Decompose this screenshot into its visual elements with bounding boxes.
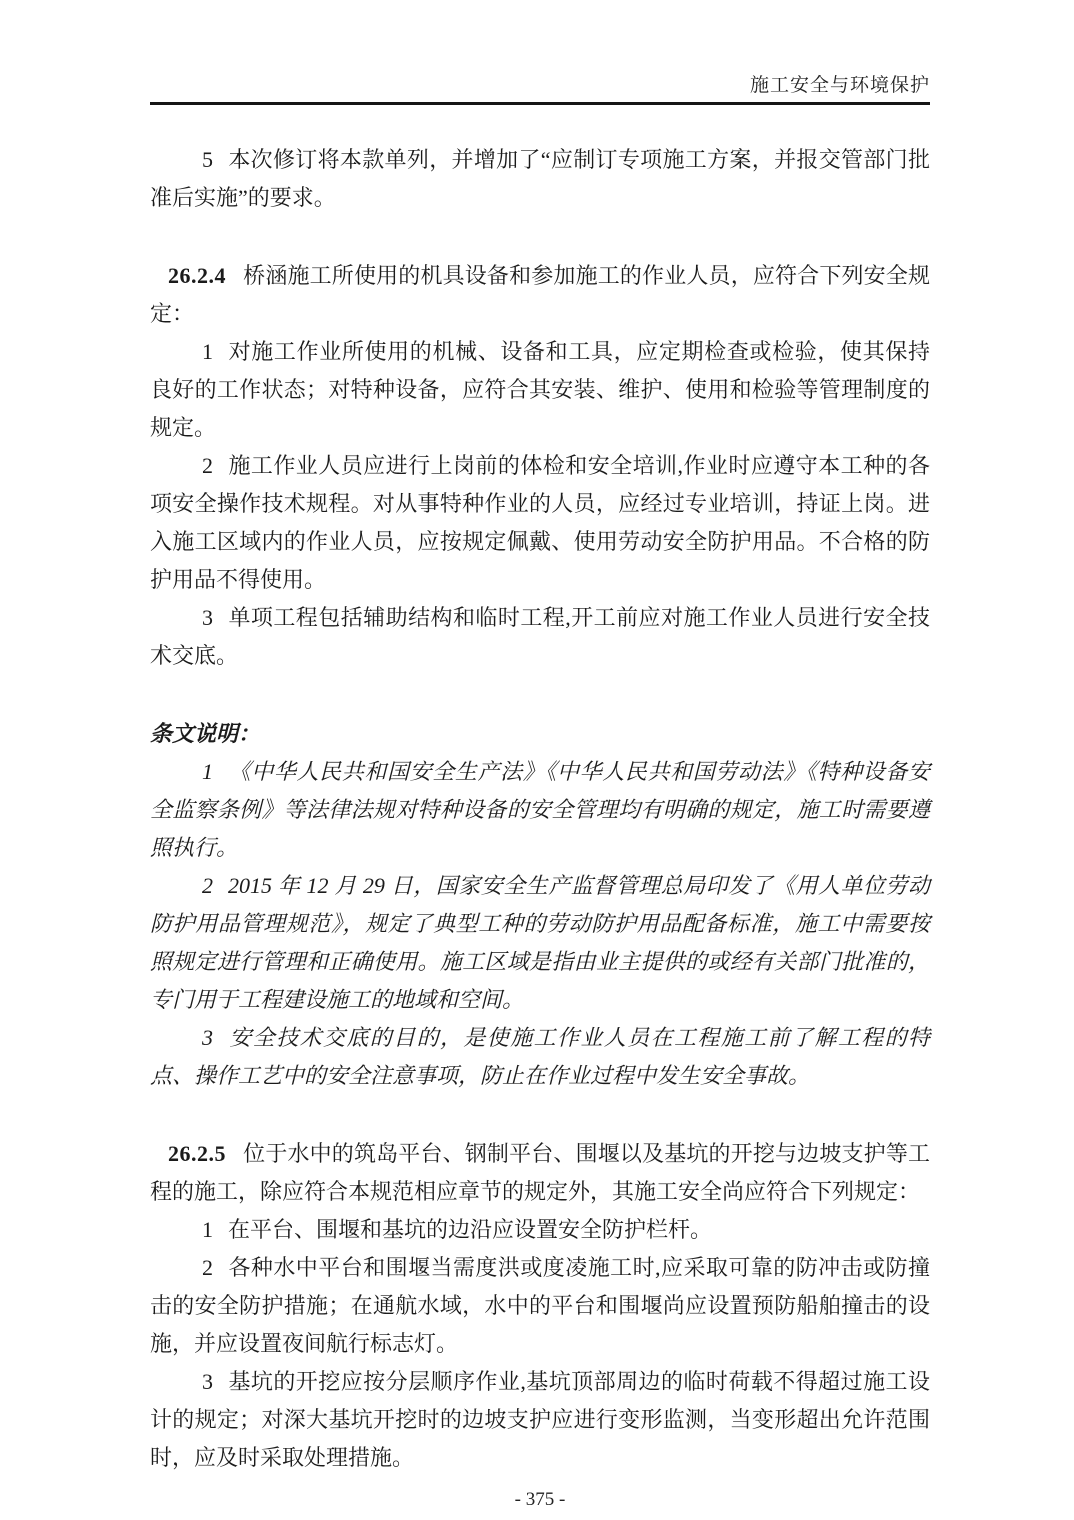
running-head-title: 施工安全与环境保护 (749, 75, 930, 96)
item-number: 3 (202, 605, 213, 630)
clause-26-2-5-text: 位于水中的筑岛平台、钢制平台、围堰以及基坑的开挖与边坡支护等工程的施工，除应符合本规范相应章节的规定外，其施工安全尚应符合下列规定： (150, 1141, 930, 1204)
item-text: 施工作业人员应进行上岗前的体检和安全培训,作业时应遵守本工种的各项安全操作技术规程。对从事特种作业的人员，应经过专业培训，持证上岗。进入施工区域内的作业人员，应按规定佩戴、使用劳动安全防护用品。不合格的防护用品不得使用。 (150, 453, 930, 592)
clause-heading-26-2-4 (150, 257, 930, 333)
clause-26-2-5-item-3 (150, 1363, 930, 1477)
clause-26-2-4-number: 26.2.4 (168, 263, 226, 288)
clause-heading-26-2-5 (150, 1135, 930, 1211)
page-content (150, 141, 930, 1477)
clause-26-2-4-item-2 (150, 447, 930, 599)
item-number: 3 (202, 1369, 213, 1394)
revision-note-paragraph (150, 141, 930, 217)
item-number: 2 (202, 1255, 213, 1280)
item-text: 单项工程包括辅助结构和临时工程,开工前应对施工作业人员进行安全技术交底。 (150, 605, 930, 668)
page-number: - 375 - (514, 1489, 566, 1510)
commentary-item-1 (150, 753, 930, 867)
item-number: 2 (202, 453, 213, 478)
clause-26-2-4-item-3 (150, 599, 930, 675)
item-number: 3 (202, 1025, 213, 1050)
clause-26-2-5-item-1 (150, 1211, 930, 1249)
item-text: 《中华人民共和国安全生产法》《中华人民共和国劳动法》《特种设备安全监察条例》等法律法规对特种设备的安全管理均有明确的规定，施工时需要遵照执行。 (150, 759, 930, 860)
item-text: 各种水中平台和围堰当需度洪或度凌施工时,应采取可靠的防冲击或防撞击的安全防护措施；在通航水域，水中的平台和围堰尚应设置预防船舶撞击的设施，并应设置夜间航行标志灯。 (150, 1255, 930, 1356)
item-text: 在平台、围堰和基坑的边沿应设置安全防护栏杆。 (228, 1217, 713, 1242)
clause-26-2-4-item-1 (150, 333, 930, 447)
item-number: 2 (202, 873, 213, 898)
commentary-item-3 (150, 1019, 930, 1095)
item-number: 1 (202, 1217, 213, 1242)
revision-note-text: 本次修订将本款单列，并增加了“应制订专项施工方案，并报交管部门批准后实施”的要求。 (150, 147, 930, 210)
commentary-label: 条文说明： (150, 721, 261, 746)
item-number: 1 (202, 759, 213, 784)
clause-26-2-5-item-2 (150, 1249, 930, 1363)
item-text: 对施工作业所使用的机械、设备和工具，应定期检查或检验，使其保持良好的工作状态；对特种设备，应符合其安装、维护、使用和检验等管理制度的规定。 (150, 339, 930, 440)
revision-note-number: 5 (202, 147, 213, 172)
item-text: 安全技术交底的目的，是使施工作业人员在工程施工前了解工程的特点、操作工艺中的安全注意事项，防止在作业过程中发生安全事故。 (150, 1025, 930, 1088)
item-text: 2015 年 12 月 29 日，国家安全生产监督管理总局印发了《用人单位劳动防护用品管理规范》，规定了典型工种的劳动防护用品配备标准，施工中需要按照规定进行管理和正确使用。施工区域是指由业主提供的或经有关部门批准的，专门用于工程建设施工的地域和空间。 (150, 873, 930, 1012)
page-header (150, 70, 930, 105)
item-number: 1 (202, 339, 213, 364)
item-text: 基坑的开挖应按分层顺序作业,基坑顶部周边的临时荷载不得超过施工设计的规定；对深大基坑开挖时的边坡支护应进行变形监测，当变形超出允许范围时，应及时采取处理措施。 (150, 1369, 930, 1470)
commentary-item-2 (150, 867, 930, 1019)
clause-26-2-4-text: 桥涵施工所使用的机具设备和参加施工的作业人员，应符合下列安全规定： (150, 263, 930, 326)
clause-26-2-5-number: 26.2.5 (168, 1141, 226, 1166)
page-footer (150, 1489, 930, 1511)
